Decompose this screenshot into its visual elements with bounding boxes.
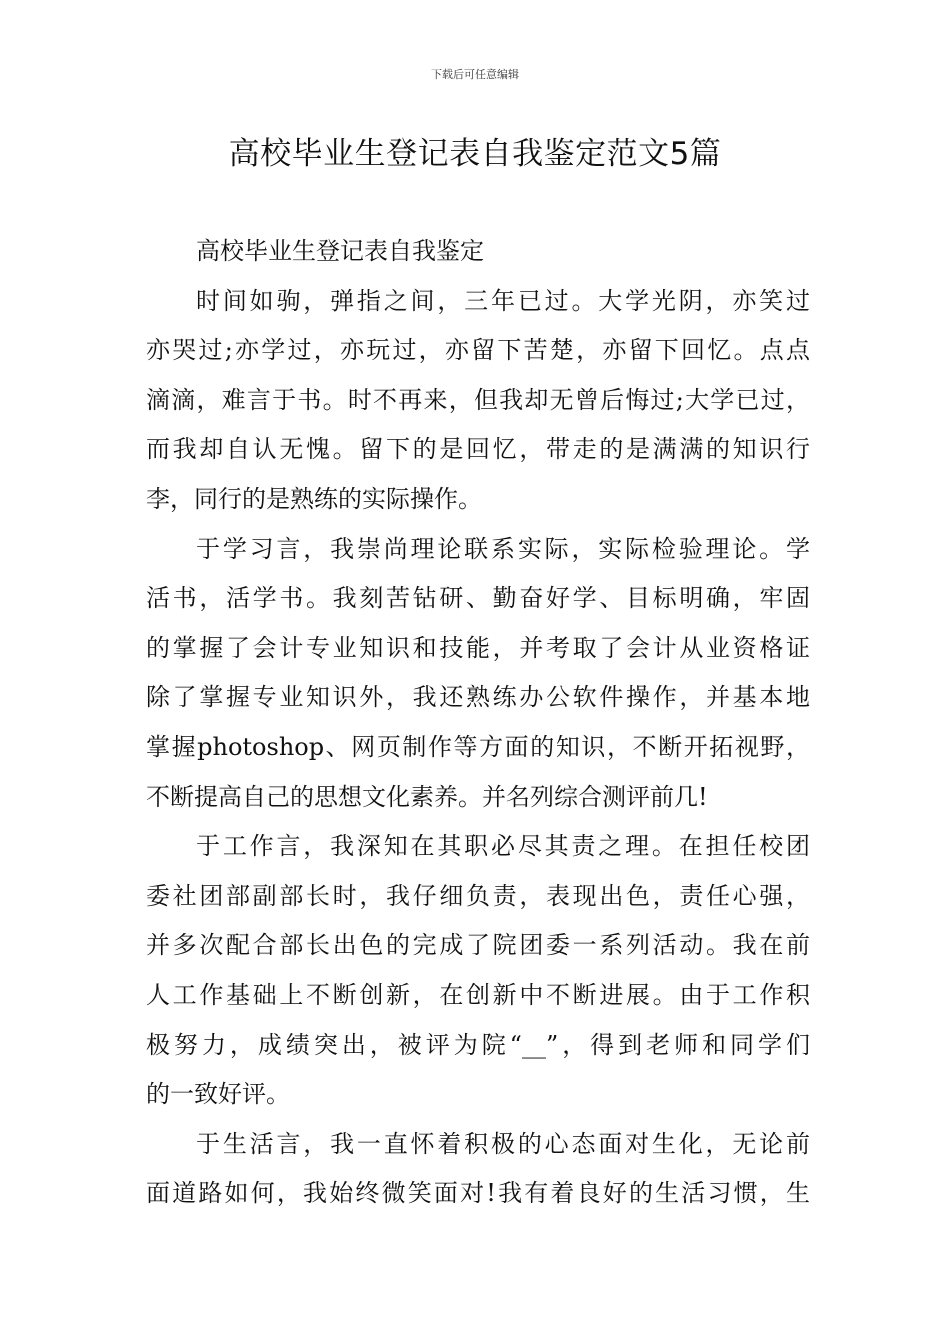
header-note: 下载后可任意编辑 — [431, 68, 519, 81]
body-line: 高校毕业生登记表自我鉴定 — [196, 237, 484, 265]
body-line: 于工作言，我深知在其职必尽其责之理。在担任校团 — [196, 832, 810, 861]
body-line: 委社团部副部长时，我仔细负责，表现出色，责任心强， — [146, 881, 810, 910]
body-line: 亦哭过;亦学过，亦玩过，亦留下苦楚，亦留下回忆。点点 — [146, 336, 810, 365]
body-line: 活书，活学书。我刻苦钻研、勤奋好学、目标明确，牢固 — [146, 584, 810, 613]
body-line: 不断提高自己的思想文化素养。并名列综合测评前几! — [146, 782, 708, 811]
body-line: 掌握photoshop、网页制作等方面的知识，不断开拓视野， — [146, 733, 810, 761]
body-line: 于生活言，我一直怀着积极的心态面对生化，无论前 — [196, 1129, 810, 1158]
body-line: 的一致好评。 — [146, 1080, 290, 1109]
body-line: 李，同行的是熟练的实际操作。 — [146, 485, 482, 513]
document-title: 高校毕业生登记表自我鉴定范文5篇 — [228, 136, 722, 172]
body-line: 并多次配合部长出色的完成了院团委一系列活动。我在前 — [146, 931, 810, 960]
body-line: 的掌握了会计专业知识和技能，并考取了会计从业资格证 — [146, 633, 810, 662]
body-line: 除了掌握专业知识外，我还熟练办公软件操作，并基本地 — [146, 683, 810, 712]
body-line: 极努力，成绩突出，被评为院“__”，得到老师和同学们 — [146, 1030, 810, 1059]
body-line: 面道路如何，我始终微笑面对!我有着良好的生活习惯，生 — [146, 1179, 810, 1208]
body-line: 时间如驹，弹指之间，三年已过。大学光阴，亦笑过 — [196, 286, 810, 315]
body-line: 滴滴，难言于书。时不再来，但我却无曾后悔过;大学已过， — [146, 385, 810, 414]
body-line: 而我却自认无愧。留下的是回忆，带走的是满满的知识行 — [146, 435, 810, 464]
body-line: 人工作基础上不断创新，在创新中不断进展。由于工作积 — [146, 981, 810, 1009]
body-line: 于学习言，我崇尚理论联系实际，实际检验理论。学 — [196, 534, 810, 563]
